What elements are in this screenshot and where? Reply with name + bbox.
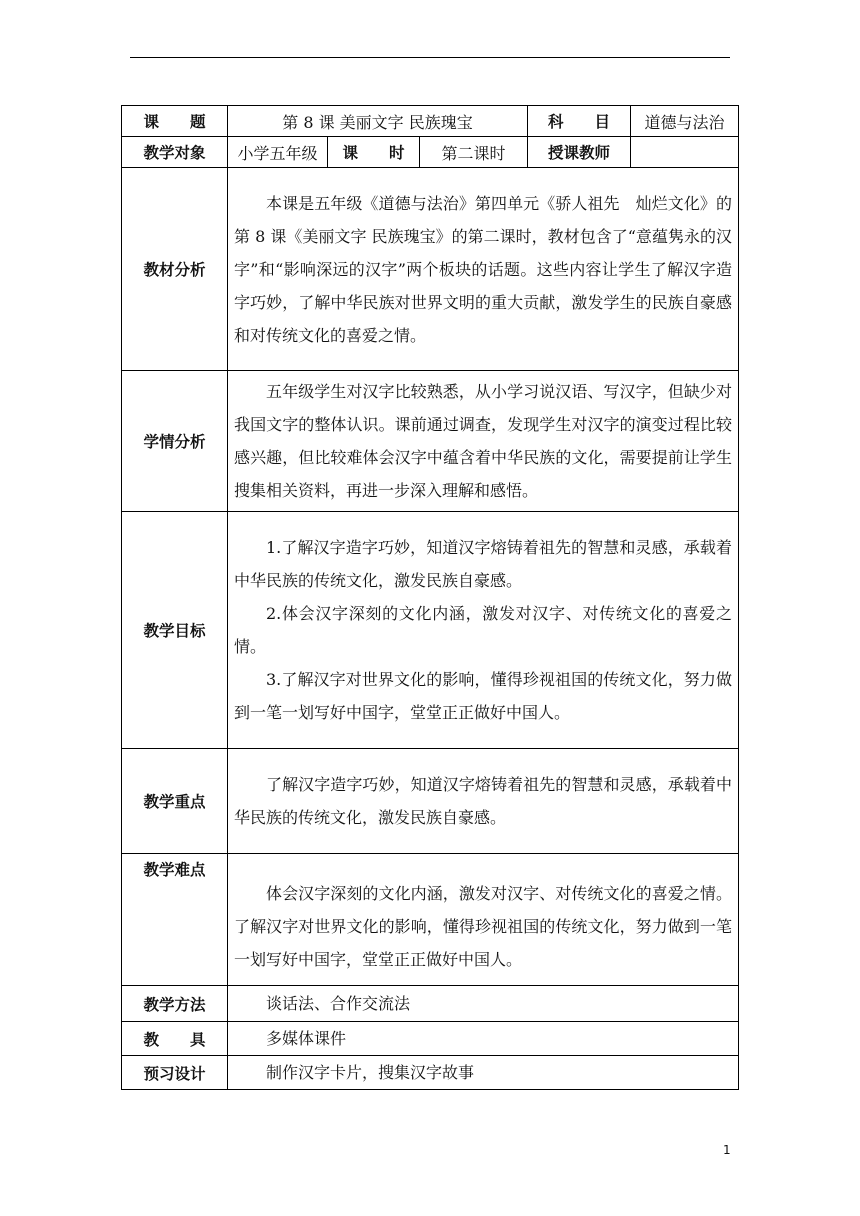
page-number: 1 (723, 1143, 731, 1157)
row-audience (122, 137, 739, 168)
lesson-plan-table (121, 105, 739, 1090)
row-difficulties (122, 854, 739, 986)
row-student-analysis (122, 371, 739, 512)
teacher-label: 授课教师 (528, 137, 631, 168)
difficulties-label: 教学难点 (122, 854, 228, 986)
row-preview (122, 1056, 739, 1090)
period-label: 课 时 (328, 137, 420, 168)
objectives-label: 教学目标 (122, 512, 228, 749)
tools-text: 多媒体课件 (266, 1028, 347, 1048)
lesson-label: 课 题 (122, 106, 228, 137)
preview-label: 预习设计 (122, 1056, 228, 1090)
subject-value: 道德与法治 (631, 106, 739, 137)
row-tools (122, 1022, 739, 1056)
subject-label: 科 目 (528, 106, 631, 137)
row-key-points (122, 749, 739, 854)
audience-value: 小学五年级 (228, 137, 328, 168)
header-rule (130, 57, 730, 58)
row-textbook-analysis (122, 168, 739, 371)
objective-item: 2.体会汉字深刻的文化内涵，激发对汉字、对传统文化的喜爱之情。 (234, 604, 732, 656)
lesson-title: 第 8 课 美丽文字 民族瑰宝 (228, 106, 528, 137)
audience-label: 教学对象 (122, 137, 228, 168)
key-points-text: 了解汉字造字巧妙，知道汉字熔铸着祖先的智慧和灵感，承载着中华民族的传统文化，激发民族自豪感。 (234, 775, 732, 827)
preview-text: 制作汉字卡片，搜集汉字故事 (266, 1062, 475, 1082)
period-value: 第二课时 (420, 137, 528, 168)
row-objectives (122, 512, 739, 749)
textbook-analysis-label: 教材分析 (122, 168, 228, 371)
methods-label: 教学方法 (122, 986, 228, 1022)
row-lesson (122, 106, 739, 137)
student-analysis-label: 学情分析 (122, 371, 228, 512)
difficulties-text: 体会汉字深刻的文化内涵，激发对汉字、对传统文化的喜爱之情。了解汉字对世界文化的影响，懂得珍视祖国的传统文化，努力做到一笔一划写好中国字，堂堂正正做好中国人。 (234, 884, 732, 969)
teacher-value (631, 137, 739, 168)
student-analysis-text: 五年级学生对汉字比较熟悉，从小学习说汉语、写汉字，但缺少对我国文字的整体认识。课前通过调查，发现学生对汉字的演变过程比较感兴趣，但比较难体会汉字中蕴含着中华民族的文化，需要提前让学生搜集相关资料，再进一步深入理解和感悟。 (234, 382, 732, 500)
methods-text: 谈话法、合作交流法 (266, 993, 411, 1013)
objective-item: 1.了解汉字造字巧妙，知道汉字熔铸着祖先的智慧和灵感，承载着中华民族的传统文化，激发民族自豪感。 (234, 538, 732, 590)
textbook-analysis-text: 本课是五年级《道德与法治》第四单元《骄人祖先 灿烂文化》的第 8 课《美丽文字 民族瑰宝》的第二课时，教材包含了“意蕴隽永的汉字”和“影响深远的汉字”两个板块的话题。这些内容让学生了解汉字造字巧妙，了解中华民族对世界文明的重大贡献，激发学生的民族自豪感和对传统文化的喜爱之情。 (234, 193, 732, 345)
tools-label: 教 具 (122, 1022, 228, 1056)
key-points-label: 教学重点 (122, 749, 228, 854)
row-methods (122, 986, 739, 1022)
objective-item: 3.了解汉字对世界文化的影响，懂得珍视祖国的传统文化，努力做到一笔一划写好中国字，堂堂正正做好中国人。 (234, 670, 732, 722)
